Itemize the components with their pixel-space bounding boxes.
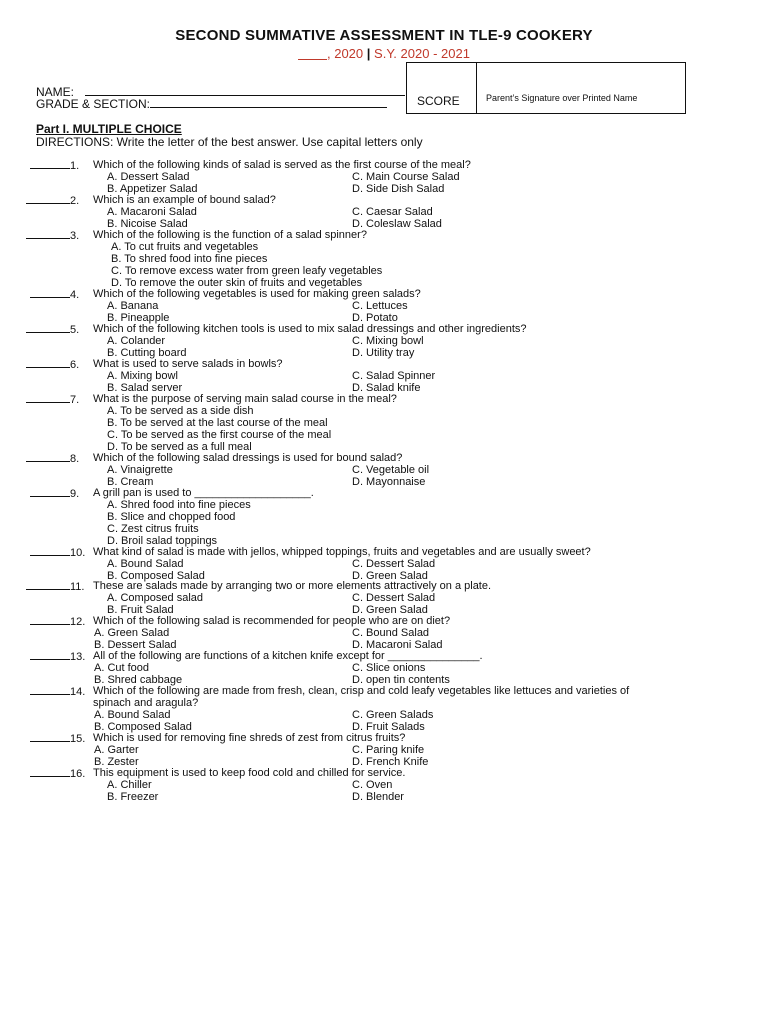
question-16 — [30, 767, 406, 780]
question-4 — [30, 288, 421, 301]
option-d: D. To remove the outer skin of fruits and vegetables — [111, 277, 363, 289]
answer-blank[interactable] — [26, 194, 70, 204]
question-number: 9. — [70, 488, 80, 500]
option-c: C. Lettuces — [352, 300, 408, 312]
question-text: Which of the following are made from fresh, clean, crisp and cold leafy vegetables like lettuces and varieties of — [93, 685, 630, 697]
question-number: 11. — [70, 581, 85, 593]
question-number: 5. — [70, 324, 80, 336]
question-number: 3. — [70, 230, 80, 242]
option-c: C. To remove excess water from green leafy vegetables — [111, 265, 383, 277]
question-11 — [26, 580, 492, 593]
option-d: D. Utility tray — [352, 347, 415, 359]
option-c: C. Zest citrus fruits — [107, 523, 199, 535]
question-13 — [30, 650, 483, 663]
option-b: B. Salad server — [107, 382, 183, 394]
option-c: C. Main Course Salad — [352, 171, 460, 183]
question-2 — [26, 194, 276, 207]
option-a: A. Dessert Salad — [107, 171, 190, 183]
option-d: D. Salad knife — [352, 382, 421, 394]
option-d: D. Coleslaw Salad — [352, 218, 442, 230]
part-title: Part I. MULTIPLE CHOICE — [36, 122, 182, 136]
question-number: 7. — [70, 394, 80, 406]
date-blank: ____ — [298, 46, 327, 61]
question-text: A grill pan is used to ___________________. — [93, 487, 314, 499]
question-text-continued: spinach and aragula? — [93, 697, 199, 709]
option-d: D. To be served as a full meal — [107, 441, 252, 453]
question-number: 12. — [70, 616, 86, 628]
option-c: C. Caesar Salad — [352, 206, 433, 218]
document-title: SECOND SUMMATIVE ASSESSMENT IN TLE-9 COOKERY — [175, 27, 593, 44]
option-d: D. Fruit Salads — [352, 721, 425, 733]
option-b: B. To be served at the last course of the meal — [107, 417, 328, 429]
option-d: D. Green Salad — [352, 604, 428, 616]
question-6 — [26, 358, 283, 371]
score-signature-box — [406, 62, 686, 114]
option-a: A. Vinaigrette — [107, 464, 173, 476]
question-9 — [30, 487, 314, 500]
name-field[interactable] — [85, 84, 405, 96]
option-b: B. Fruit Salad — [107, 604, 174, 616]
directions: DIRECTIONS: Write the letter of the best answer. Use capital letters only — [36, 135, 423, 149]
question-number: 14. — [70, 686, 86, 698]
answer-blank[interactable] — [30, 487, 70, 497]
answer-blank[interactable] — [30, 732, 70, 742]
option-b: B. Cream — [107, 476, 154, 488]
answer-blank[interactable] — [30, 767, 70, 777]
score-label: SCORE — [417, 94, 460, 108]
option-b: B. Slice and chopped food — [107, 511, 236, 523]
option-a: A. Macaroni Salad — [107, 206, 197, 218]
option-c: C. Mixing bowl — [352, 335, 424, 347]
question-number: 2. — [70, 195, 80, 207]
grade-section-label: GRADE & SECTION: — [36, 97, 151, 111]
answer-blank[interactable] — [30, 288, 70, 298]
option-c: C. Oven — [352, 779, 393, 791]
option-c: C. Green Salads — [352, 709, 434, 721]
signature-label: Parent’s Signature over Printed Name — [486, 93, 638, 103]
option-a: A. Bound Salad — [107, 558, 184, 570]
question-text: All of the following are functions of a kitchen knife except for _______________. — [93, 650, 483, 662]
question-text: Which of the following is the function of a salad spinner? — [93, 229, 367, 241]
question-15 — [30, 732, 406, 745]
question-number: 6. — [70, 359, 80, 371]
option-b: B. Freezer — [107, 791, 159, 803]
option-b: B. Zester — [94, 756, 139, 768]
question-text: Which is used for removing fine shreds of zest from citrus fruits? — [93, 732, 406, 744]
date-line — [0, 46, 768, 61]
question-12 — [30, 615, 451, 628]
school-year: S.Y. 2020 - 2021 — [374, 46, 470, 61]
answer-blank[interactable] — [26, 580, 70, 590]
option-b: B. Appetizer Salad — [107, 183, 198, 195]
question-text: Which of the following kitchen tools is used to mix salad dressings and other ingredients? — [93, 323, 527, 335]
option-b: B. Nicoise Salad — [107, 218, 188, 230]
option-a: A. Banana — [107, 300, 159, 312]
option-c: C. Slice onions — [352, 662, 426, 674]
option-d: D. Side Dish Salad — [352, 183, 445, 195]
option-b: B. Composed Salad — [107, 570, 205, 582]
grade-section-field[interactable] — [150, 96, 387, 108]
answer-blank[interactable] — [30, 546, 70, 556]
option-b: B. Composed Salad — [94, 721, 192, 733]
separator: | — [366, 46, 371, 61]
option-a: A. Composed salad — [107, 592, 203, 604]
option-a: A. Chiller — [107, 779, 152, 791]
option-c: C. Dessert Salad — [352, 592, 436, 604]
option-b: B. Dessert Salad — [94, 639, 177, 651]
option-b: B. To shred food into fine pieces — [111, 253, 268, 265]
question-number: 16. — [70, 768, 86, 780]
option-d: D. Mayonnaise — [352, 476, 426, 488]
option-a: A. Mixing bowl — [107, 370, 178, 382]
question-text: What is the purpose of serving main salad course in the meal? — [93, 393, 397, 405]
question-text: Which of the following salad dressings is used for bound salad? — [93, 452, 403, 464]
question-text: These are salads made by arranging two or more elements attractively on a plate. — [93, 580, 492, 592]
question-text: Which of the following salad is recommended for people who are on diet? — [93, 615, 451, 627]
question-text: Which of the following vegetables is used for making green salads? — [93, 288, 421, 300]
option-a: A. Bound Salad — [94, 709, 171, 721]
option-a: A. Colander — [107, 335, 166, 347]
question-text: Which of the following kinds of salad is served as the first course of the meal? — [93, 159, 471, 171]
question-number: 4. — [70, 289, 80, 301]
answer-blank[interactable] — [26, 358, 70, 368]
option-d: D. Potato — [352, 312, 398, 324]
question-text: What kind of salad is made with jellos, whipped toppings, fruits and vegetables and are usually sweet? — [93, 546, 591, 558]
answer-blank[interactable] — [26, 452, 70, 462]
grade-section-row — [36, 96, 387, 111]
question-8 — [26, 452, 403, 465]
option-c: C. Vegetable oil — [352, 464, 430, 476]
option-d: D. Macaroni Salad — [352, 639, 443, 651]
option-c: C. To be served as the first course of the meal — [107, 429, 332, 441]
answer-blank[interactable] — [30, 650, 70, 660]
option-a: A. Cut food — [94, 662, 150, 674]
question-1 — [30, 159, 471, 172]
question-number: 13. — [70, 651, 86, 663]
answer-blank[interactable] — [26, 229, 70, 239]
answer-blank[interactable] — [30, 615, 70, 625]
option-d: D. Blender — [352, 791, 404, 803]
question-3 — [26, 229, 367, 242]
answer-blank[interactable] — [30, 159, 70, 169]
option-d: D. Green Salad — [352, 570, 428, 582]
option-c: C. Paring knife — [352, 744, 425, 756]
option-b: B. Pineapple — [107, 312, 170, 324]
question-10 — [30, 546, 591, 559]
question-number: 8. — [70, 453, 80, 465]
option-a: A. Garter — [94, 744, 139, 756]
question-number: 10. — [70, 547, 86, 559]
option-d: D. French Knife — [352, 756, 429, 768]
answer-blank[interactable] — [30, 685, 70, 695]
question-text: This equipment is used to keep food cold and chilled for service. — [93, 767, 406, 779]
option-c: C. Dessert Salad — [352, 558, 436, 570]
option-a: A. Green Salad — [94, 627, 170, 639]
date-year: , 2020 — [326, 46, 364, 61]
option-a: A. To cut fruits and vegetables — [111, 241, 259, 253]
option-c: C. Bound Salad — [352, 627, 430, 639]
question-7 — [26, 393, 397, 406]
option-d: D. open tin contents — [352, 674, 450, 686]
option-a: A. Shred food into fine pieces — [107, 499, 251, 511]
option-c: C. Salad Spinner — [352, 370, 436, 382]
score-box[interactable] — [407, 63, 477, 113]
answer-blank[interactable] — [26, 393, 70, 403]
question-number: 1. — [70, 160, 80, 172]
answer-blank[interactable] — [26, 323, 70, 333]
option-d: D. Broil salad toppings — [107, 535, 218, 547]
question-text: What is used to serve salads in bowls? — [93, 358, 283, 370]
option-a: A. To be served as a side dish — [107, 405, 254, 417]
question-text: Which is an example of bound salad? — [93, 194, 276, 206]
question-14 — [30, 685, 630, 698]
question-5 — [26, 323, 527, 336]
option-b: B. Shred cabbage — [94, 674, 183, 686]
option-b: B. Cutting board — [107, 347, 187, 359]
name-label: NAME: — [36, 85, 75, 99]
question-number: 15. — [70, 733, 86, 745]
